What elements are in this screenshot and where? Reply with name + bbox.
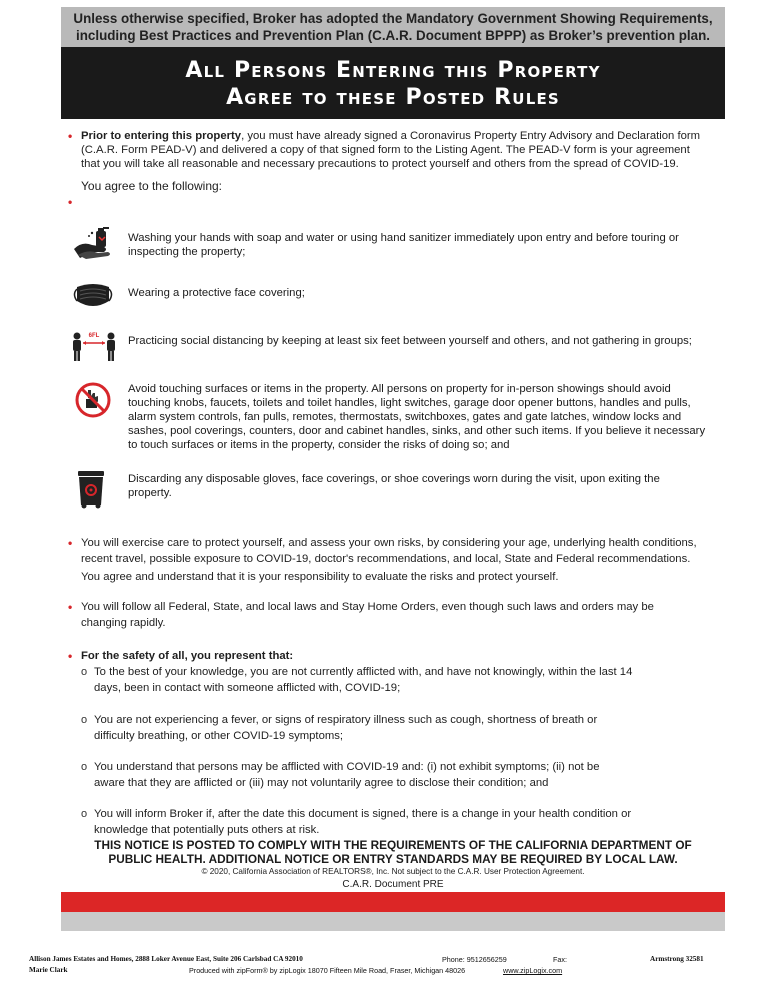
title-line-2: Agree to these Posted Rules (226, 85, 560, 110)
face-mask-icon (71, 279, 115, 313)
notice-page (61, 7, 725, 931)
represent-heading: For the safety of all, you represent that: (81, 650, 294, 662)
social-distance-icon (70, 327, 118, 363)
no-touch-icon (74, 381, 112, 419)
footer-produced: Produced with zipForm® by zipLogix 18070 Fifteen Mile Road, Fraser, Michigan 48026 (189, 966, 466, 975)
footer-broker: Allison James Estates and Homes, 2888 Loker Avenue East, Suite 206 Carlsbad CA 92010 (29, 955, 303, 963)
circle-bullet: o (81, 761, 88, 773)
red-bullet-icon: • (68, 129, 73, 143)
item-avoid-touching (128, 382, 708, 452)
item-line: Wearing a protective face covering; (128, 287, 305, 299)
laws-line-1: You will follow all Federal, State, and local laws and Stay Home Orders, even though such laws and orders may be (81, 601, 654, 613)
item-line: sashes, pool coverings, counters, door and cabinet handles, sinks, and other such items. If you believe it necessary (128, 425, 706, 437)
represent-line: knowledge that potentially puts others at risk. (94, 824, 320, 836)
represent-line: aware that they are afflicted or (iii) may not voluntarily agree to disclose their condition; and (94, 777, 549, 789)
represent-line: days, been in contact with someone afflicted with, COVID-19; (94, 682, 401, 694)
represent-line: You are not experiencing a fever, or signs of respiratory illness such as cough, shortness of breath or (94, 714, 598, 726)
item-line: Washing your hands with soap and water or using hand sanitizer immediately upon entry and before touring or (128, 232, 679, 244)
page-title (61, 47, 725, 119)
hand-sanitizer-icon (72, 227, 116, 261)
biohazard-bin-icon (76, 469, 106, 509)
red-bullet-icon: • (68, 536, 73, 550)
represent-line: You understand that persons may be afflicted with COVID-19 and: (i) not exhibit symptoms; (ii) not be (94, 761, 600, 773)
intro-line-3: that you will take all reasonable and necessary precautions to protect yourself and others from the spread of COVID-19. (81, 158, 679, 170)
compliance-notice (61, 838, 725, 866)
item-face-covering (128, 286, 708, 300)
ziplogix-link[interactable]: www.zipLogix.com (503, 966, 563, 975)
item-social-distancing (128, 334, 708, 348)
red-bullet-icon: • (68, 649, 73, 663)
circle-bullet: o (81, 808, 88, 820)
footer-fax: Fax: (553, 955, 567, 964)
item-discard-ppe (128, 472, 708, 500)
distance-label: 6FL (88, 333, 100, 339)
footer-agent: Marie Clark (29, 966, 68, 974)
item-line: Avoid touching surfaces or items in the property. All persons on property for in-person showings should avoid (128, 383, 671, 395)
notice-line-1: THIS NOTICE IS POSTED TO COMPLY WITH THE REQUIREMENTS OF THE CALIFORNIA DEPARTMENT OF (94, 838, 692, 852)
care-line-2: recent travel, possible exposure to COVID-19, doctor's recommendations, and local, State and Federal recommendations. (81, 553, 691, 565)
circle-bullet: o (81, 714, 88, 726)
circle-bullet: o (81, 666, 88, 678)
document-reference: C.A.R. Document PRE (342, 879, 444, 890)
item-line: Practicing social distancing by keeping at least six feet between yourself and others, and not gathering in groups; (128, 335, 692, 347)
item-line: to touch surfaces or items in the property, consider the risks of doing so; and (128, 439, 510, 451)
care-line-3: You agree and understand that it is your responsibility to evaluate the risks and protect yourself. (81, 571, 559, 583)
title-line-1: All Persons Entering this Property (185, 58, 601, 83)
banner-line-2: including Best Practices and Prevention Plan (C.A.R. Document BPPP) as Broker’s prevention plan. (76, 28, 710, 43)
red-bullet-icon: • (68, 195, 73, 209)
care-line-1: You will exercise care to protect yourself, and assess your own risks, by considering your age, underlying health conditions, (81, 537, 697, 549)
banner-line-1: Unless otherwise specified, Broker has adopted the Mandatory Government Showing Requirements, (73, 11, 713, 26)
notice-line-2: PUBLIC HEALTH. ADDITIONAL NOTICE OR ENTRY STANDARDS MAY BE REQUIRED BY LOCAL LAW. (108, 852, 678, 866)
item-line: alarm system controls, fan pulls, remotes, thermostats, switchboxes, gates and gate latches, window locks and (128, 411, 682, 423)
intro-line-2: (C.A.R. Form PEAD-V) and delivered a copy of that signed form to the Listing Agent. The PEAD-V form is your agreement (81, 144, 690, 156)
item-line: touching knobs, faucets, toilets and toilet handles, light switches, garage door opener buttons, handles and pulls, (128, 397, 691, 409)
footer-agent-ref: Armstrong 32581 (650, 955, 704, 963)
intro-bold: Prior to entering this property (81, 130, 242, 142)
intro-rest: , you must have already signed a Coronavirus Property Entry Advisory and Declaration form (241, 130, 701, 142)
copyright-line: © 2020, California Association of REALTORS®, Inc. Not subject to the C.A.R. User Protection Agreement. (201, 867, 585, 876)
item-line: property. (128, 487, 172, 499)
laws-line-2: changing rapidly. (81, 617, 166, 629)
agree-heading: You agree to the following: (81, 179, 222, 193)
footer-phone: Phone: 9512656259 (442, 955, 507, 964)
represent-line: You will inform Broker if, after the date this document is signed, there is a change in your health condition or (94, 808, 632, 820)
red-bullet-icon: • (68, 600, 73, 614)
represent-line: To the best of your knowledge, you are not currently afflicted with, and have not knowingly, within the last 14 (94, 666, 633, 678)
item-line: inspecting the property; (128, 246, 246, 258)
red-footer-bar (61, 892, 725, 912)
grey-footer-bar (61, 912, 725, 931)
mandatory-requirements-banner (61, 7, 725, 47)
item-wash-hands (128, 231, 708, 259)
represent-line: difficulty breathing, or other COVID-19 symptoms; (94, 730, 344, 742)
item-line: Discarding any disposable gloves, face coverings, or shoe coverings worn during the visit, upon exiting the (128, 473, 660, 485)
